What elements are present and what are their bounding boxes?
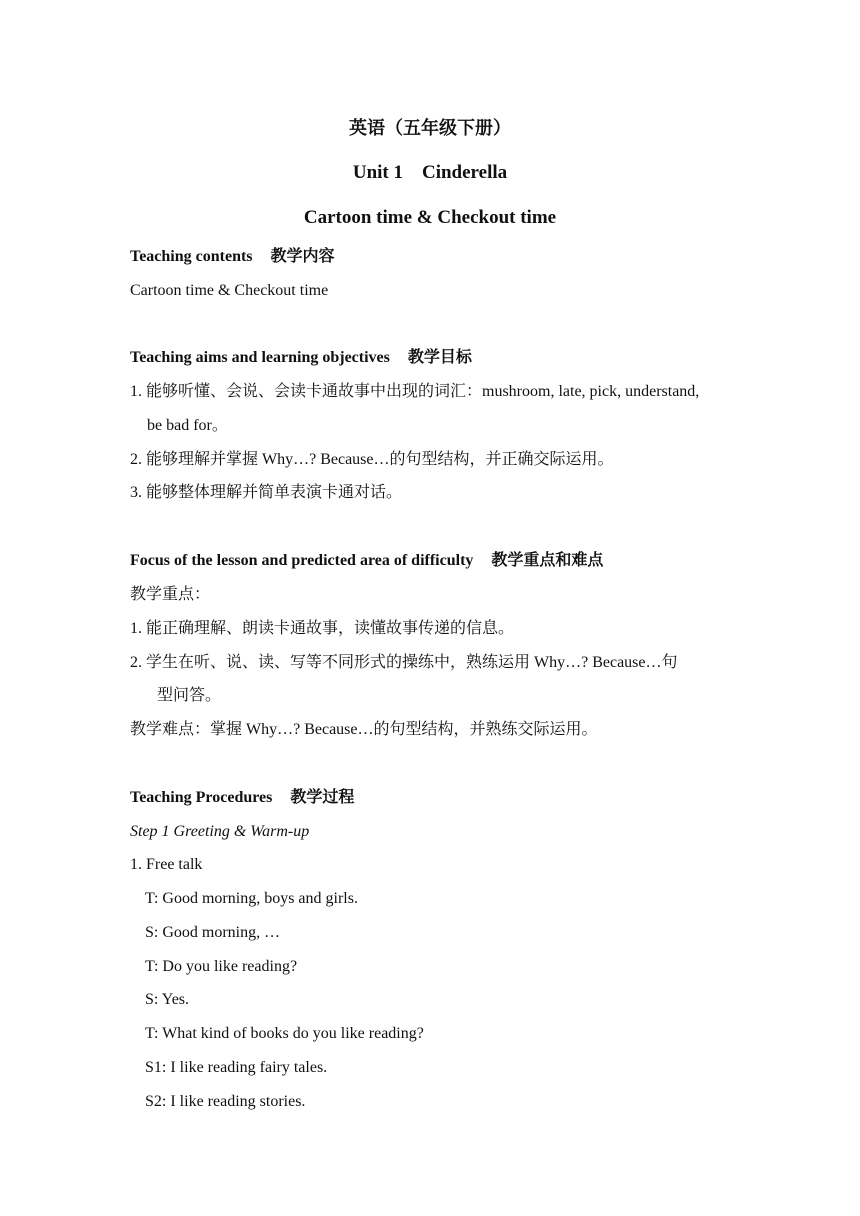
heading-en: Teaching contents [130,248,253,265]
section-heading-aims [130,347,472,369]
heading-cn: 教学目标 [407,349,472,366]
free-talk-label: 1. Free talk [130,856,203,873]
heading-en: Teaching Procedures [130,789,273,806]
key-point-2-continued: 型问答。 [157,687,222,704]
heading-en: Teaching aims and learning objectives [130,349,390,366]
aim-item-1: 1. 能够听懂、会说、会读卡通故事中出现的词汇：mushroom, late, pick, understand, [130,383,700,400]
document-title: 英语（五年级下册） [349,118,511,138]
key-point-1: 1. 能正确理解、朗读卡通故事，读懂故事传递的信息。 [130,620,515,637]
heading-cn: 教学内容 [270,248,335,265]
aim-item-2: 2. 能够理解并掌握 Why…? Because…的句型结构，并正确交际运用。 [130,451,614,468]
step-1-title: Step 1 Greeting & Warm-up [130,823,310,840]
aim-item-1-continued: be bad for。 [147,417,228,434]
section-heading-procedures [130,787,354,809]
dialogue-line: T: What kind of books do you like reading? [145,1025,424,1042]
dialogue-line: T: Good morning, boys and girls. [145,890,358,907]
contents-text: Cartoon time & Checkout time [130,282,329,299]
aim-item-3: 3. 能够整体理解并简单表演卡通对话。 [130,484,403,501]
difficulty-text: 教学难点：掌握 Why…? Because…的句型结构，并熟练交际运用。 [130,721,598,738]
heading-en: Focus of the lesson and predicted area of difficulty [130,552,474,569]
section-heading-focus [130,550,603,572]
key-point-2: 2. 学生在听、说、读、写等不同形式的操练中，熟练运用 Why…? Because…句 [130,654,678,671]
heading-cn: 教学过程 [290,789,355,806]
dialogue-line: T: Do you like reading? [145,958,298,975]
lesson-title: Cartoon time & Checkout time [303,207,557,228]
key-points-label: 教学重点： [130,586,211,603]
heading-cn: 教学重点和难点 [491,552,604,569]
dialogue-line: S: Yes. [145,991,190,1008]
section-heading-contents [130,246,335,268]
dialogue-line: S: Good morning, … [145,924,281,941]
dialogue-line: S2: I like reading stories. [145,1093,306,1110]
unit-title: Unit 1 Cinderella [352,162,508,183]
dialogue-line: S1: I like reading fairy tales. [145,1059,328,1076]
